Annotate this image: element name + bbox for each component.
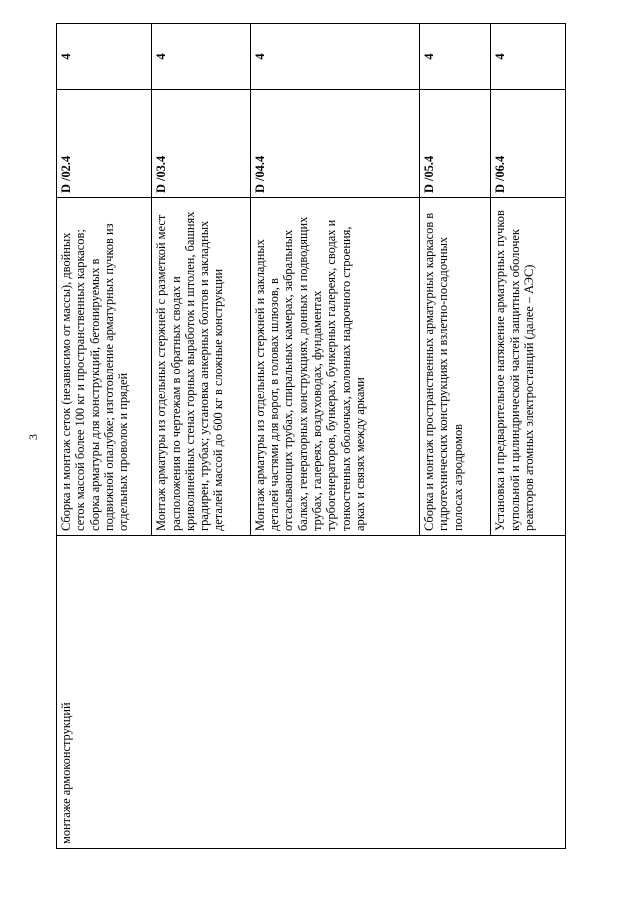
code-cell: D /05.4 xyxy=(420,90,491,198)
code-cell: D /06.4 xyxy=(491,90,566,198)
description-cell: Монтаж арматуры из отдельных стержней и закладных деталей частями для ворот, в головах шлюзов, в отсасывающих трубах, спиральных камерах, забральных балках, генераторных конструкциях, донных и подводящих трубах, галереях, воздуховодах, фундаментах турбогенераторов, бункерах, бункерных галереях, сводах и тонкостенных оболочках, колоннах надрочного строения, арках и связях между арками xyxy=(250,198,419,536)
description-cell: Установка и предварительное натяжение арматурных пучков купольной и цилиндрической частей защитных оболочек реакторов атомных электростанций (далее – АЭС) xyxy=(491,198,566,536)
description-cell: Сборка и монтаж пространственных арматурных каркасов в гидротехнических конструкциях и взлетно-посадочных полосах аэродромов xyxy=(420,198,491,536)
level-cell: 4 xyxy=(250,24,419,90)
level-cell: 4 xyxy=(57,24,152,90)
table-row xyxy=(57,24,152,849)
level-cell: 4 xyxy=(491,24,566,90)
description-cell: Монтаж арматуры из отдельных стержней с разметкой мест расположения по чертежам в обратных сводах и криволинейных стенах горных выработок и штолен, башнях градирен, трубах; установка анкерных болтов и закладных деталей массой до 600 кг в сложные конструкции xyxy=(152,198,250,536)
level-cell: 4 xyxy=(420,24,491,90)
code-cell: D /03.4 xyxy=(152,90,250,198)
level-cell: 4 xyxy=(152,24,250,90)
code-cell: D /04.4 xyxy=(250,90,419,198)
competency-table xyxy=(56,23,566,849)
description-cell: Сборка и монтаж сеток (независимо от массы), двойных сеток массой более 100 кг и пространственных каркасов; сборка арматуры для конструкций, бетонируемых в подвижной опалубке; изготовление арматурных пучков из отдельных проволок и прядей xyxy=(57,198,152,536)
code-cell: D /02.4 xyxy=(57,90,152,198)
section-label-cell: монтаже армоконструкций xyxy=(57,536,566,849)
rotated-table-container xyxy=(56,24,566,849)
page-number: 3 xyxy=(26,434,40,440)
